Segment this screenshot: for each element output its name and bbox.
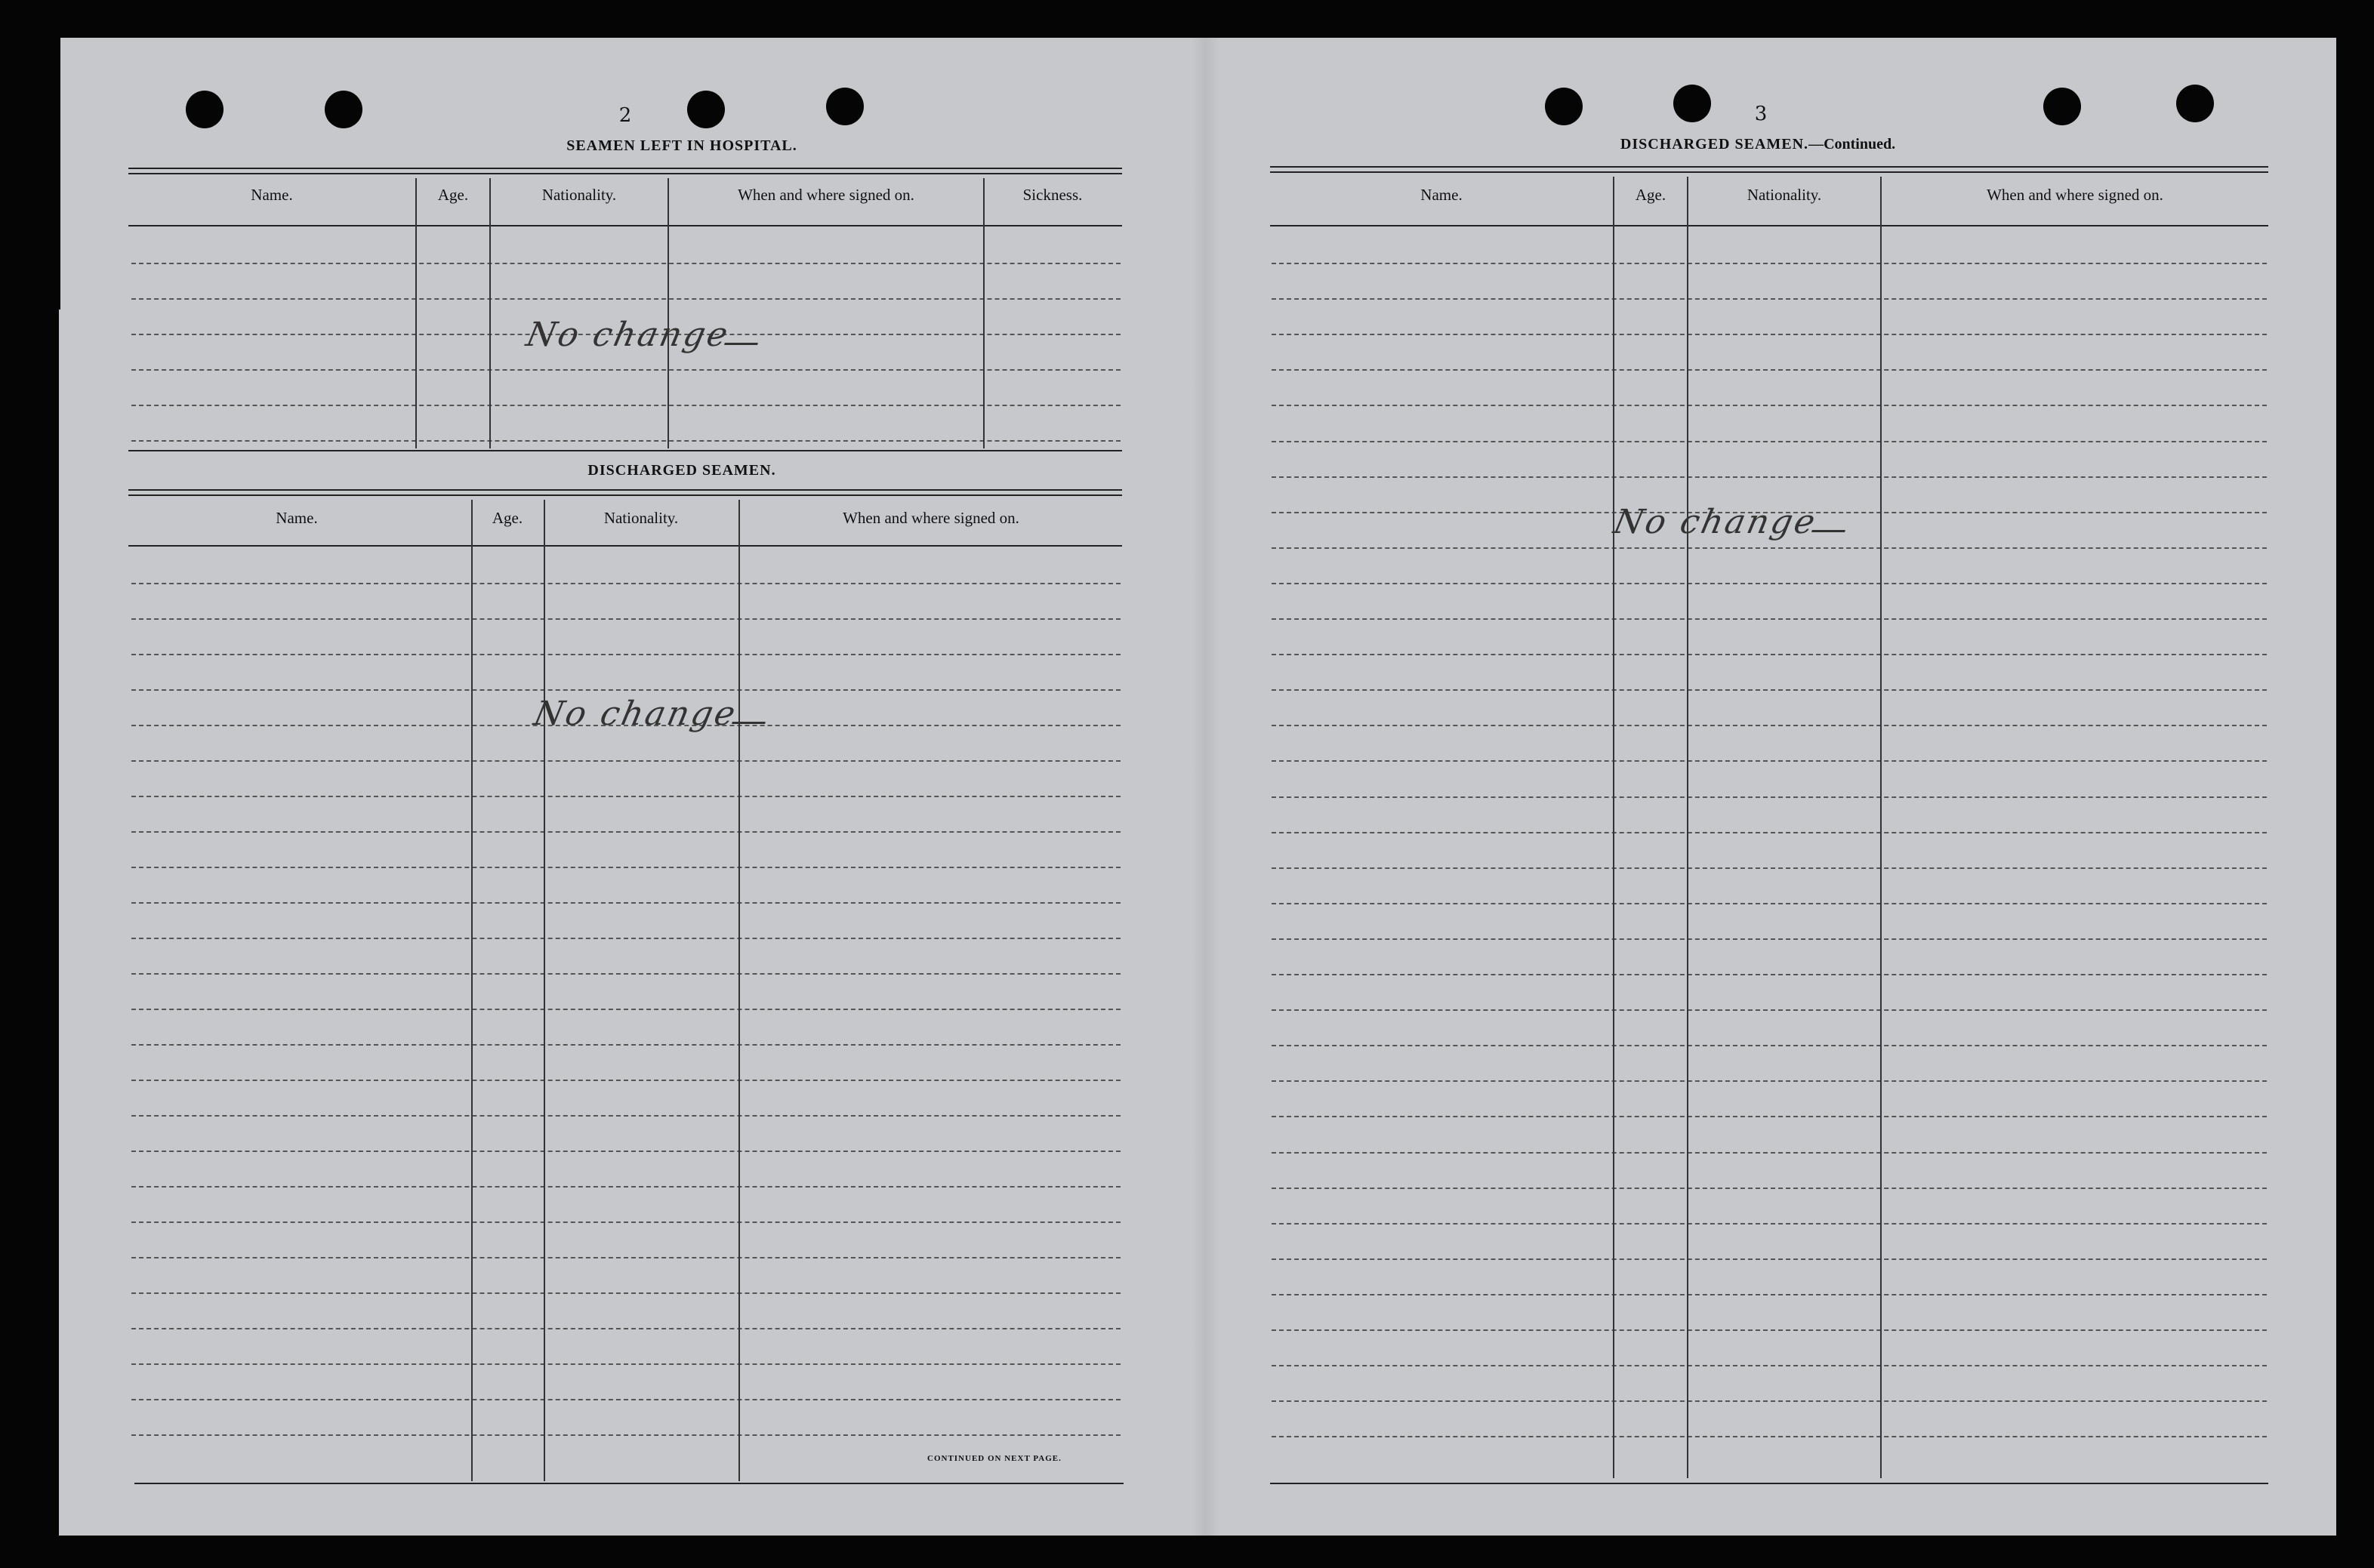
ruled-row-line bbox=[131, 405, 1121, 406]
column-header-signed-on: When and where signed on. bbox=[1987, 186, 2163, 204]
punch-hole bbox=[1673, 85, 1711, 122]
ruled-row-line bbox=[1272, 725, 2267, 726]
column-divider bbox=[667, 178, 669, 448]
punch-hole bbox=[325, 91, 362, 128]
ruled-row-line bbox=[131, 938, 1121, 939]
handwritten-note: No change bbox=[1610, 503, 1821, 541]
ruled-row-line bbox=[131, 1399, 1121, 1400]
ruled-row-line bbox=[131, 298, 1121, 300]
ruled-row-line bbox=[1272, 1080, 2267, 1082]
ruled-row-line bbox=[1272, 263, 2267, 264]
punch-hole bbox=[186, 91, 224, 128]
section-title bbox=[1494, 136, 2022, 153]
ruled-row-line bbox=[131, 1044, 1121, 1046]
column-header-nationality: Nationality. bbox=[1747, 186, 1822, 204]
column-header-signed-on: When and where signed on. bbox=[843, 509, 1019, 527]
handwritten-note: No change bbox=[523, 316, 734, 354]
ruled-row-line bbox=[131, 618, 1121, 620]
ruled-row-line bbox=[1272, 689, 2267, 691]
ruled-row-line bbox=[1272, 1400, 2267, 1402]
punch-hole bbox=[826, 88, 864, 125]
header-rule bbox=[1270, 225, 2268, 226]
section-rule bbox=[128, 450, 1122, 451]
ruled-row-line bbox=[1272, 1223, 2267, 1225]
ruled-row-line bbox=[131, 1292, 1121, 1294]
column-divider bbox=[1613, 177, 1614, 1478]
column-header-name: Name. bbox=[251, 186, 293, 204]
column-divider bbox=[738, 500, 740, 1481]
ruled-row-line bbox=[131, 1363, 1121, 1365]
ruled-row-line bbox=[1272, 832, 2267, 833]
ruled-row-line bbox=[131, 369, 1121, 371]
ruled-row-line bbox=[131, 654, 1121, 655]
ruled-row-line bbox=[1272, 405, 2267, 406]
section-title: DISCHARGED SEAMEN. bbox=[587, 462, 776, 479]
ruled-row-line bbox=[131, 1328, 1121, 1329]
ruled-row-line bbox=[131, 831, 1121, 833]
section-title-suffix: —Continued. bbox=[1808, 136, 1896, 152]
ruled-row-line bbox=[1272, 1188, 2267, 1189]
bottom-rule bbox=[134, 1483, 1124, 1484]
document-sheet bbox=[59, 38, 2336, 1536]
section-title: SEAMEN LEFT IN HOSPITAL. bbox=[566, 137, 797, 154]
ruled-row-line bbox=[131, 1221, 1121, 1223]
ruled-row-line bbox=[1272, 1116, 2267, 1117]
ruled-row-line bbox=[1272, 298, 2267, 300]
ruled-row-line bbox=[1272, 1436, 2267, 1437]
ruled-row-line bbox=[1272, 1294, 2267, 1295]
column-header-nationality: Nationality. bbox=[541, 186, 617, 204]
ruled-row-line bbox=[1272, 1009, 2267, 1011]
bottom-rule bbox=[1270, 1483, 2268, 1484]
ruled-row-line bbox=[1272, 1329, 2267, 1331]
ruled-row-line bbox=[131, 689, 1121, 691]
ruled-row-line bbox=[1272, 476, 2267, 478]
ruled-row-line bbox=[1272, 441, 2267, 442]
punch-hole bbox=[1545, 88, 1583, 125]
ruled-row-line bbox=[131, 583, 1121, 584]
page-number: 2 bbox=[618, 104, 632, 127]
ruled-row-line bbox=[131, 1115, 1121, 1117]
column-divider bbox=[983, 178, 985, 448]
column-divider bbox=[1880, 177, 1882, 1478]
column-divider bbox=[544, 500, 545, 1481]
ruled-row-line bbox=[131, 1186, 1121, 1188]
ruled-row-line bbox=[131, 1151, 1121, 1152]
page-number: 3 bbox=[1754, 103, 1768, 125]
section-title-main: DISCHARGED SEAMEN. bbox=[1620, 136, 1809, 152]
column-divider bbox=[415, 178, 417, 448]
ruled-row-line bbox=[1272, 760, 2267, 762]
punch-hole bbox=[2176, 85, 2214, 122]
center-fold bbox=[1192, 38, 1219, 1536]
ruled-row-line bbox=[1272, 583, 2267, 584]
column-header-name: Name. bbox=[1420, 186, 1463, 204]
ruled-row-line bbox=[1272, 1152, 2267, 1154]
ruled-row-line bbox=[1272, 938, 2267, 940]
ruled-row-line bbox=[1272, 796, 2267, 798]
column-header-name: Name. bbox=[276, 509, 318, 527]
ruled-row-line bbox=[1272, 334, 2267, 335]
column-header-nationality: Nationality. bbox=[603, 509, 679, 527]
ruled-row-line bbox=[131, 440, 1121, 442]
ruled-row-line bbox=[131, 973, 1121, 975]
ruled-row-line bbox=[131, 263, 1121, 264]
double-rule bbox=[128, 168, 1122, 174]
punch-hole bbox=[687, 91, 725, 128]
header-rule bbox=[128, 545, 1122, 547]
ruled-row-line bbox=[1272, 1045, 2267, 1046]
ruled-row-line bbox=[1272, 903, 2267, 904]
handwritten-note: No change bbox=[530, 695, 741, 733]
double-rule bbox=[1270, 166, 2268, 173]
continued-note: CONTINUED ON NEXT PAGE. bbox=[927, 1454, 1062, 1463]
ruled-row-line bbox=[1272, 618, 2267, 620]
ruled-row-line bbox=[131, 1434, 1121, 1436]
ruled-row-line bbox=[1272, 1365, 2267, 1366]
column-divider bbox=[489, 178, 491, 448]
column-divider bbox=[1687, 177, 1688, 1478]
ruled-row-line bbox=[1272, 654, 2267, 655]
column-header-sickness: Sickness. bbox=[1022, 186, 1083, 204]
column-header-age: Age. bbox=[492, 509, 523, 527]
ruled-row-line bbox=[1272, 974, 2267, 975]
column-header-age: Age. bbox=[1635, 186, 1666, 204]
column-divider bbox=[471, 500, 473, 1481]
ruled-row-line bbox=[131, 1009, 1121, 1010]
column-header-signed-on: When and where signed on. bbox=[738, 186, 914, 204]
ruled-row-line bbox=[1272, 369, 2267, 371]
punch-hole bbox=[2043, 88, 2081, 125]
ruled-row-line bbox=[131, 1257, 1121, 1258]
ruled-row-line bbox=[1272, 1258, 2267, 1260]
ruled-row-line bbox=[1272, 547, 2267, 549]
double-rule bbox=[128, 489, 1122, 496]
ruled-row-line bbox=[131, 902, 1121, 904]
column-header-age: Age. bbox=[437, 186, 469, 204]
header-rule bbox=[128, 225, 1122, 226]
ruled-row-line bbox=[131, 1080, 1121, 1081]
ruled-row-line bbox=[1272, 867, 2267, 869]
ruled-row-line bbox=[131, 760, 1121, 762]
ruled-row-line bbox=[131, 867, 1121, 868]
ruled-row-line bbox=[131, 796, 1121, 797]
